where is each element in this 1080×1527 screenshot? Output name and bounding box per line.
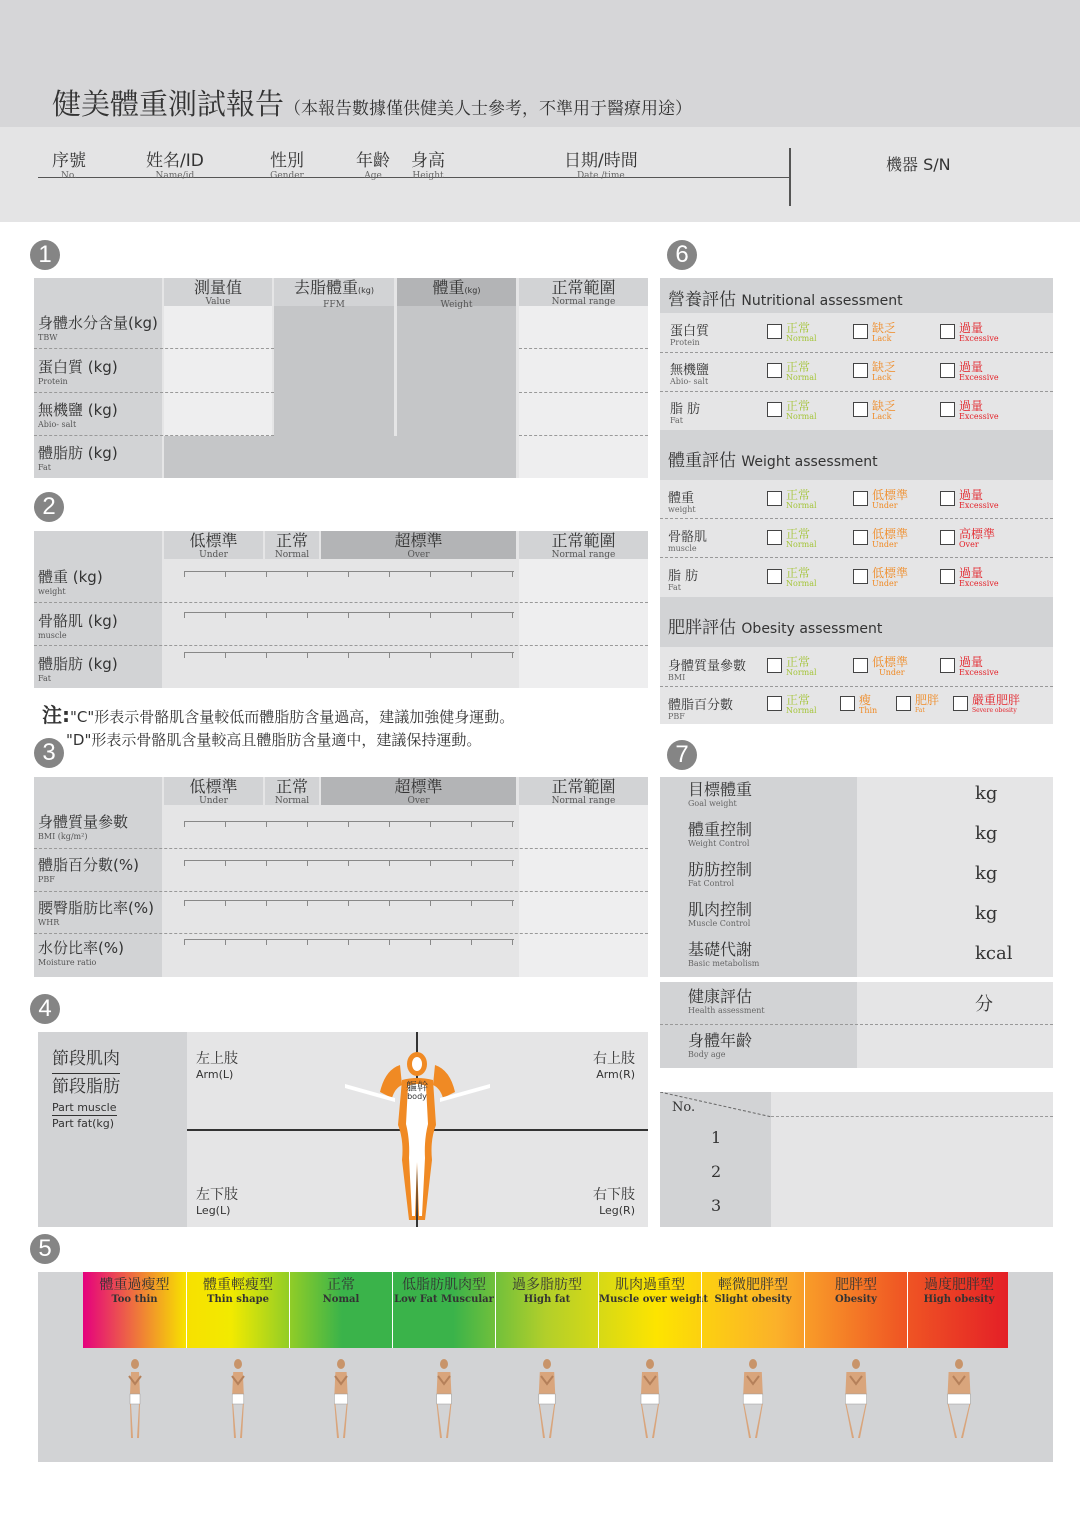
- sec1-row-salt: 無機鹽 (kg) Abio- salt: [38, 401, 118, 429]
- obesity-heading: 肥胖評估 Obesity assessment: [668, 618, 883, 638]
- field-date: 日期/時間 Date /time: [564, 151, 638, 181]
- right-leg-label: 右下肢 Leg(R): [593, 1187, 635, 1217]
- section-6-badge: 6: [667, 240, 697, 270]
- report-title: 健美體重測試報告（本報告數據僅供健美人士參考，不準用于醫療用途）: [52, 87, 693, 121]
- sec3-scale-pbf: [184, 860, 514, 868]
- pbf-severe-checkbox[interactable]: 嚴重肥胖 Severe obesity: [953, 696, 968, 715]
- sec2-scale-weight: [184, 571, 514, 579]
- body-type-5: [495, 1272, 598, 1348]
- machine-sn: 機器 S/N: [886, 155, 951, 174]
- body-type-label: 肌肉過重型: [615, 1277, 685, 1293]
- sec3-row-moisture: 水份比率(%) Moisture ratio: [38, 939, 124, 967]
- bmi-normal-checkbox[interactable]: 正常 Normal: [767, 658, 782, 677]
- body-figure-icon: [326, 1358, 356, 1440]
- body-figure-icon: [532, 1358, 562, 1440]
- sec3-col-over: 超標準 Over: [394, 777, 443, 806]
- sec2-row-muscle: 骨骼肌 (kg) muscle: [38, 612, 118, 640]
- health-assessment: 健康評估 Health assessment: [688, 987, 765, 1015]
- sec1-col-weight: 體重(kg) Weight: [432, 278, 481, 310]
- body-figure-icon: [340, 1040, 495, 1225]
- nutrition-option-checkbox[interactable]: 缺乏 Lack: [853, 363, 868, 382]
- health-unit: 分: [975, 994, 993, 1015]
- sec2-col-range: 正常範圍 Normal range: [551, 531, 616, 560]
- pbf-row: 體脂百分數 PBF: [668, 698, 734, 721]
- weight-row-label: 骨骼肌 muscle: [668, 530, 708, 553]
- weight-over-checkbox[interactable]: 過量 Excessive: [940, 491, 955, 510]
- control-row-unit: kg: [975, 783, 998, 804]
- nutrition-row-label: 無機鹽 Abio- salt: [670, 363, 710, 386]
- body-figure-icon: [223, 1358, 253, 1440]
- body-type-label: 低脂肪肌肉型: [402, 1277, 486, 1293]
- body-type-label: 肥胖型: [835, 1277, 877, 1293]
- control-row-label: 肪肪控制 Fat Control: [688, 860, 753, 888]
- body-type-8: [804, 1272, 907, 1348]
- section-4-badge: 4: [30, 994, 60, 1024]
- weight-normal-checkbox[interactable]: 正常 Normal: [767, 530, 782, 549]
- body-figure-icon: [120, 1358, 150, 1440]
- weight-heading: 體重評估 Weight assessment: [668, 451, 878, 471]
- control-row-label: 體重控制 Weight Control: [688, 820, 753, 848]
- section-2-badge: 2: [34, 492, 64, 522]
- body-age: 身體年齡 Body age: [688, 1031, 753, 1059]
- section-1-badge: 1: [30, 240, 60, 270]
- pbf-normal-checkbox[interactable]: 正常 Normal: [767, 696, 782, 715]
- sec3-scale-moisture: [184, 939, 514, 947]
- body-figure-icon: [429, 1358, 459, 1440]
- body-type-en: Low Fat Muscular: [394, 1294, 494, 1305]
- weight-row-label: 脂 肪 Fat: [668, 569, 699, 592]
- sec3-col-under: 低標準 Under: [189, 777, 238, 806]
- control-row-unit: kg: [975, 823, 998, 844]
- sec2-note-2: "D"形表示骨骼肌含量較高且體脂肪含量適中，建議保持運動。: [66, 731, 482, 749]
- field-no: 序號 No.: [52, 151, 86, 181]
- body-figure-icon: [635, 1358, 665, 1440]
- sec1-col-range: 正常範圍 Normal range: [551, 278, 616, 307]
- field-gender: 性別 Gender: [270, 151, 304, 181]
- body-figure-icon: [944, 1358, 974, 1440]
- body-type-label: 輕微肥胖型: [718, 1277, 788, 1293]
- sec2-col-over: 超標準 Over: [394, 531, 443, 560]
- body-type-7: [701, 1272, 804, 1348]
- sec2-scale-muscle: [184, 612, 514, 620]
- sec1-row-protein: 蛋白質 (kg) Protein: [38, 358, 118, 386]
- weight-under-checkbox[interactable]: 低標準 Under: [853, 491, 868, 510]
- sec3-col-normal: 正常 Normal: [274, 777, 310, 806]
- sec1-row-tbw: 身體水分含量(kg) TBW: [38, 314, 158, 342]
- body-type-en: Nomal: [322, 1294, 360, 1305]
- nutrition-option-checkbox[interactable]: 過量 Excessive: [940, 363, 955, 382]
- history-row-3: 3: [711, 1196, 722, 1215]
- body-type-3: [289, 1272, 392, 1348]
- body-type-9: [907, 1272, 1010, 1348]
- body-type-label: 過多脂肪型: [512, 1277, 582, 1293]
- sec1-col-value: 測量值 Value: [193, 278, 242, 307]
- body-type-1: [83, 1272, 186, 1348]
- sec2-col-under: 低標準 Under: [189, 531, 238, 560]
- nutrition-row-label: 蛋白質 Protein: [670, 324, 710, 347]
- body-figure-icon: [841, 1358, 871, 1440]
- nutrition-option-checkbox[interactable]: 缺乏 Lack: [853, 402, 868, 421]
- control-row-label: 基礎代謝 Basic metabolism: [688, 940, 760, 968]
- body-type-en: Muscle over weight: [599, 1294, 708, 1305]
- control-row-label: 肌肉控制 Muscle Control: [688, 900, 753, 928]
- sec2-note: 注:"C"形表示骨骼肌含量較低而體脂肪含量過高，建議加強健身運動。: [42, 703, 515, 727]
- history-row-2: 2: [711, 1162, 722, 1181]
- left-leg-label: 左下肢 Leg(L): [196, 1187, 238, 1217]
- weight-over-checkbox[interactable]: 過量 Excessive: [940, 569, 955, 588]
- bmi-excessive-checkbox[interactable]: 過量 Excessive: [940, 658, 955, 677]
- weight-under-checkbox[interactable]: 低標準 Under: [853, 530, 868, 549]
- body-figure-icon: [738, 1358, 768, 1440]
- history-no-label: No.: [672, 1100, 696, 1115]
- sec3-row-pbf: 體脂百分數(%) PBF: [38, 856, 139, 884]
- section-7-badge: 7: [667, 740, 697, 770]
- body-type-2: [186, 1272, 289, 1348]
- field-name: 姓名/ID Name/id: [146, 151, 204, 181]
- body-type-en: High fat: [523, 1294, 571, 1305]
- body-type-label: 體重輕瘦型: [203, 1277, 273, 1293]
- control-row-unit: kg: [975, 903, 998, 924]
- control-row-unit: kcal: [975, 943, 1013, 964]
- bmi-under-checkbox[interactable]: 低標準 Under: [853, 658, 868, 677]
- section-3-badge: 3: [34, 738, 64, 768]
- trunk-label: 軀幹 body: [406, 1080, 428, 1101]
- sec1-row-fat: 體脂肪 (kg) Fat: [38, 444, 118, 472]
- nutrition-option-checkbox[interactable]: 正常 Normal: [767, 402, 782, 421]
- field-height: 身高 Height: [411, 151, 445, 181]
- nutrition-option-checkbox[interactable]: 正常 Normal: [767, 363, 782, 382]
- sec3-row-bmi: 身體質量參數 BMI (kg/m²): [38, 813, 129, 841]
- body-type-label: 體重過瘦型: [99, 1277, 170, 1293]
- body-type-label: 正常: [327, 1277, 355, 1293]
- field-age: 年齡 Age: [356, 151, 390, 181]
- sec2-row-weight: 體重 (kg) weight: [38, 568, 103, 596]
- sec3-scale-bmi: [184, 821, 514, 829]
- body-type-en: High obesity: [923, 1294, 995, 1305]
- sec3-scale-whr: [184, 900, 514, 908]
- control-row-label: 目標體重 Goal weight: [688, 780, 753, 808]
- body-type-en: Obesity: [835, 1294, 877, 1305]
- weight-row-label: 體重 weight: [668, 491, 696, 514]
- sec4-title: 節段肌肉 節段脂肪: [52, 1046, 120, 1101]
- body-type-en: Too thin: [111, 1294, 158, 1305]
- weight-over-checkbox[interactable]: 高標準 Over: [940, 530, 955, 549]
- body-type-en: Thin shape: [207, 1294, 269, 1305]
- sec2-scale-fat: [184, 652, 514, 660]
- sec3-col-range: 正常範圍 Normal range: [551, 777, 616, 806]
- weight-normal-checkbox[interactable]: 正常 Normal: [767, 491, 782, 510]
- pbf-fat-checkbox[interactable]: 肥胖 Fat: [896, 696, 911, 715]
- nutrition-heading: 營養評估 Nutritional assessment: [668, 290, 903, 310]
- header-divider: [789, 148, 791, 206]
- weight-normal-checkbox[interactable]: 正常 Normal: [767, 569, 782, 588]
- sec2-col-normal: 正常 Normal: [274, 531, 310, 560]
- control-row-unit: kg: [975, 863, 998, 884]
- body-type-label: 過度肥胖型: [924, 1277, 994, 1293]
- body-type-4: [392, 1272, 495, 1348]
- sec3-row-whr: 腰臀脂肪比率(%) WHR: [38, 899, 154, 927]
- nutrition-option-checkbox[interactable]: 過量 Excessive: [940, 402, 955, 421]
- nutrition-option-checkbox[interactable]: 缺乏 Lack: [853, 324, 868, 343]
- nutrition-row-label: 脂 肪 Fat: [670, 402, 701, 425]
- left-arm-label: 左上肢 Arm(L): [196, 1051, 238, 1081]
- right-arm-label: 右上肢 Arm(R): [593, 1051, 635, 1081]
- body-type-6: [598, 1272, 708, 1348]
- nutrition-option-checkbox[interactable]: 正常 Normal: [767, 324, 782, 343]
- sec1-col-ffm: 去脂體重(kg) FFM: [294, 278, 374, 310]
- body-type-en: Slight obesity: [714, 1294, 792, 1305]
- nutrition-option-checkbox[interactable]: 過量 Excessive: [940, 324, 955, 343]
- weight-under-checkbox[interactable]: 低標準 Under: [853, 569, 868, 588]
- section-5-badge: 5: [30, 1234, 60, 1264]
- bmi-row: 身體質量參數 BMI: [668, 659, 747, 682]
- pbf-thin-checkbox[interactable]: 瘦 Thin: [840, 696, 855, 715]
- history-row-1: 1: [711, 1128, 722, 1147]
- sec2-row-fat: 體脂肪 (kg) Fat: [38, 655, 118, 683]
- sec4-en: Part muscle Part fat(kg): [52, 1101, 117, 1130]
